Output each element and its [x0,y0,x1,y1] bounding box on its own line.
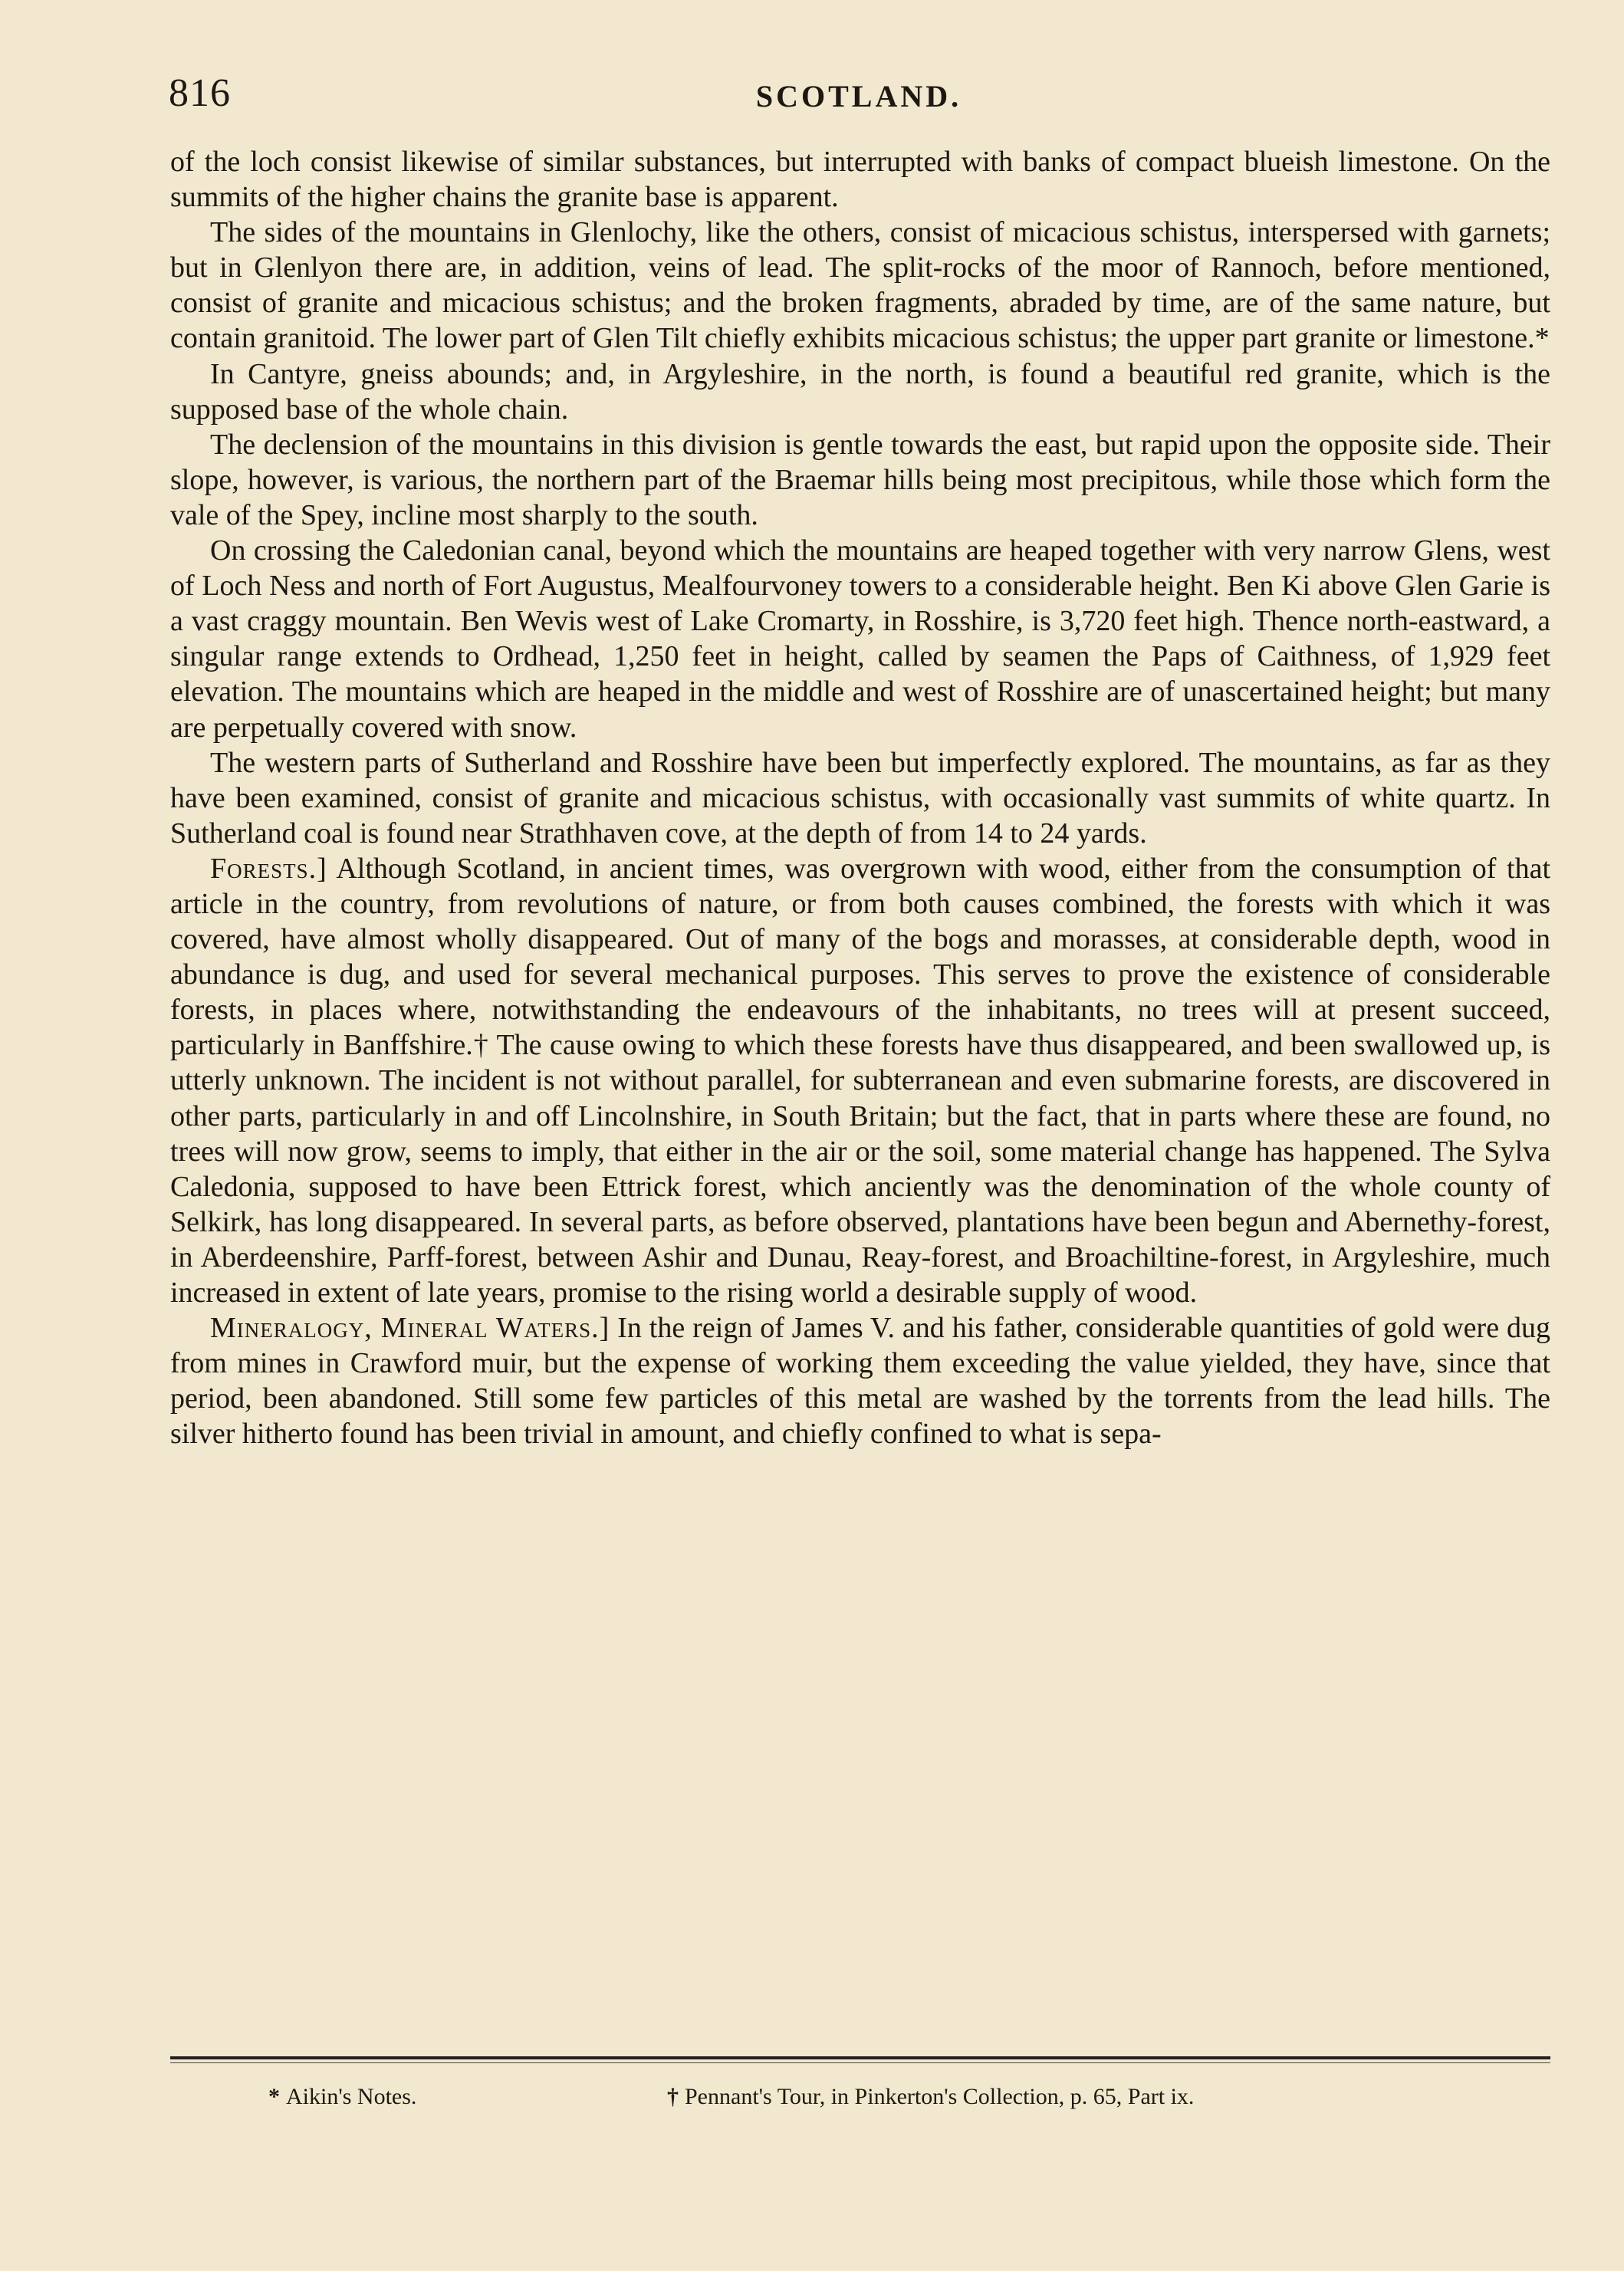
mineralogy-heading: Mineralogy, Mineral Waters.] [210,1312,610,1345]
paragraph-5: On crossing the Caledonian canal, beyond which the mountains are heaped together with very narrow Glens, west of Loch Ness and north of Fort Augustus, Mealfourvoney towers to a considerable height. Ben Ki above Glen Garie is a vast craggy mountain. Ben Wevis west of Lake Cromarty, in Rosshire, is 3,720 feet high. Thence north-eastward, a singular range extends to Ordhead, 1,250 feet in height, called by seamen the Paps of Caithness, of 1,929 feet elevation. The mountains which are heaped in the middle and west of Rosshire are of unascertained height; but many are perpetually covered with snow. [170,534,1550,744]
forests-heading: Forests.] [210,852,327,885]
forests-text: Although Scotland, in ancient times, was overgrown with wood, either from the consumption of that article in the country, from revolutions of nature, or from both causes combined, the forests with which it was covered, have almost wholly disappeared. Out of many of the bogs and morasses, at considerable depth, wood in abundance is dug, and used for several mechanical purposes. This serves to prove the existence of considerable forests, in places where, notwithstanding the endeavours of the inhabitants, no trees will at present succeed, particularly in Banffshire.† The cause owing to which these forests have thus disappeared, and been swallowed up, is utterly unknown. The incident is not without parallel, for subterranean and even submarine forests, are discovered in other parts, particularly in and off Lincolnshire, in South Britain; but the fact, that in parts where these are found, no trees will now grow, seems to imply, that either in the air or the soil, some material change has happened. The Sylva Caledonia, supposed to have been Ettrick forest, which anciently was the denomination of the whole county of Selkirk, has long disappeared. In several parts, as before observed, plantations have been begun and Abernethy-forest, in Aberdeenshire, Parff-forest, between Ashir and Dunau, Reay-forest, and Broachiltine-forest, in Argyleshire, much increased in extent of late years, promise to the rising world a desirable supply of wood. [170,852,1551,1309]
footnote-2 [667,2084,1194,2110]
running-title: SCOTLAND. [755,79,962,113]
mineralogy-text: In the reign of James V. and his father, considerable quantities of gold were dug from mines in Crawford muir, but the expense of working them exceeding the value yielded, they have, since that period, been abandoned. Still some few particles of this metal are washed by the torrents from the lead hills. The silver hitherto found has been trivial in amount, and chiefly confined to what is sepa- [170,1312,1551,1451]
page-header [169,71,1549,124]
footnote-2-mark: † [667,2084,679,2109]
paragraph-4: The declension of the mountains in this division is gentle towards the east, but rapid upon the opposite side. Their slope, however, is various, the northern part of the Braemar hills being most precipitous, while those which form the vale of the Spey, incline most sharply to the south. [170,428,1550,531]
paragraph-3: In Cantyre, gneiss abounds; and, in Argyleshire, in the north, is found a beautiful red granite, which is the supposed base of the whole chain. [170,357,1550,426]
page-number: 816 [169,71,231,115]
footnote-1-text: Aikin's Notes. [286,2084,417,2109]
footnote-1 [268,2084,416,2110]
mineralogy-paragraph [170,1310,1550,1451]
body-text [170,144,1550,1451]
footnote-rule-thin [170,2062,1550,2063]
footnote-rule [170,2056,1550,2059]
footnote-1-mark: * [268,2084,280,2109]
forests-paragraph [170,851,1550,1310]
paragraph-2: The sides of the mountains in Glenlochy, like the others, consist of micacious schistus, interspersed with garnets; but in Glenlyon there are, in addition, veins of lead. The split-rocks of the moor of Rannoch, before mentioned, consist of granite and micacious schistus; and the broken fragments, abraded by time, are of the same nature, but contain granitoid. The lower part of Glen Tilt chiefly exhibits micacious schistus; the upper part granite or limestone.* [170,216,1550,355]
footnote-2-text: Pennant's Tour, in Pinkerton's Collection, p. 65, Part ix. [685,2084,1195,2109]
footnotes [268,2084,1495,2122]
paragraph-1: of the loch consist likewise of similar substances, but interrupted with banks of compact blueish limestone. On the summits of the higher chains the granite base is apparent. [170,146,1550,214]
paragraph-6: The western parts of Sutherland and Rosshire have been but imperfectly explored. The mountains, as far as they have been examined, consist of granite and micacious schistus, with occasionally vast summits of white quartz. In Sutherland coal is found near Strathhaven cove, at the depth of from 14 to 24 yards. [170,746,1550,850]
